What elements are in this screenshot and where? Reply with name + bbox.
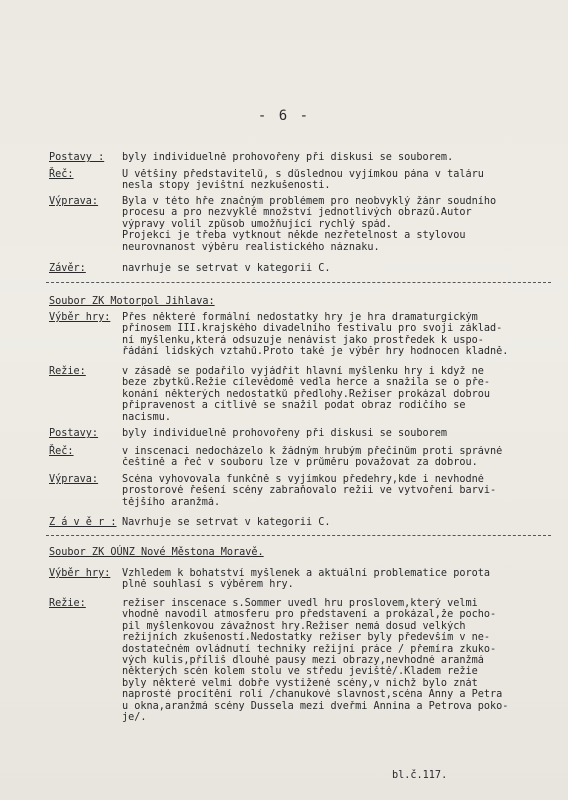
text-line: beze zbytků.Režie cílevědomě vedla herce a snažila se o pře- [122,377,491,389]
text-line: v inscenaci nedocházelo k žádným hrubým přečinům proti správné [122,446,503,457]
text-line: v zásadě se podařilo vyjádřit hlavní myšlenku hry i když ne [122,366,484,377]
text-line: tějšího aranžmá. [122,496,221,508]
entry-label: Závěr: [49,263,86,274]
entry-label: Z á v ě r : [49,517,117,528]
entry-label: Výprava: [49,196,99,207]
entry-text [122,366,562,423]
text-line: neurovnanost výběru realistického náznaku. [122,241,380,253]
entry-label: Režie: [49,366,86,377]
section-heading: Soubor ZK Motorpol Jihlava: [49,296,215,307]
text-line: plně souhlasí s výběrem hry. [122,579,294,591]
text-line: režijních zkušeností.Nedostatky režiser byly především v ne- [122,632,491,644]
section-divider [46,282,551,283]
text-line: připravenost a citlivě se snažil podat obraz rodičího se [122,400,466,412]
text-line: byly individuelně prohovořeny při diskusi se souborem. [122,152,454,163]
entry-text [122,446,562,469]
entry-text [122,312,562,358]
text-line: režiser inscenace s.Sommer uvedl hru proslovem,který velmi [122,598,478,609]
text-line: navrhuje se setrvat v kategorii C. [122,263,331,274]
text-line: nesla stopy jevištní nezkušenosti. [122,180,331,192]
text-line: výpravy volil způsob umožňující rychlý spád. [122,218,392,230]
section-heading: Soubor ZK OÚNZ Nové Městona Moravě. [49,547,264,558]
text-line: procesu a pro nezvyklé množství jednotlivých obrazů.Autor [122,207,472,219]
entry-text [122,428,562,439]
entry-label: Postavy : [49,152,105,163]
text-line: prostorové řešení scény zabraňovalo režii ve vytvoření barvi- [122,485,497,497]
text-line: pil myšlenkovou závažnost hry.Režiser nemá dosud velkých [122,620,466,632]
text-line: Byla v této hře značným problémem pro neobvyklý žánr soudního [122,196,497,207]
entry-label: Řeč: [49,169,74,180]
text-line: Projekci je třeba vytknout někde nezřetelnost a stylovou [122,230,466,242]
text-line: dostatečném ovládnutí techniky režijní práce / přemíra zkuko- [122,643,497,655]
text-line: vhodně navodil atmosferu pro představení a prokázal,že pocho- [122,609,497,621]
entry-label: Režie: [49,598,86,609]
entry-text [122,598,562,723]
text-line: Vzhledem k bohatství myšlenek a aktuální problematice porota [122,568,491,579]
entry-label: Výběr hry: [49,312,111,323]
entry-text [122,263,562,274]
text-line: vých kulis,příliš dlouhé pausy mezi obrazy,nevhodné aranžmá [122,655,484,667]
entry-label: Výběr hry: [49,568,111,579]
text-line: Navrhuje se setrvat v kategorii C. [122,517,331,528]
entry-text [122,517,562,528]
text-line: byly některé velmi dobře vystižené scény,v nichž bylo znát [122,677,478,689]
text-line: U většiny představitelů, s důslednou vyjímkou pána v taláru [122,169,484,180]
entry-text [122,169,562,192]
text-line: ní myšlenku,která odsuzuje nenávist jako prostředek k uspo- [122,334,484,346]
document-reference: bl.č.117. [392,770,448,781]
entry-text [122,474,562,508]
section-divider [46,535,551,536]
entry-label: Řeč: [49,446,74,457]
text-line: je/. [122,712,147,724]
entry-text [122,196,562,253]
entry-label: Postavy: [49,428,99,439]
text-line: naprosté procítění rolí /chanukové slavnost,scéna Anny a Petra [122,689,503,701]
text-line: u okna,aranžmá scény Dussela mezi dveřmi Annina a Petrova poko- [122,700,509,712]
text-line: konání některých nedostatků předlohy.Režiser prokázal dobrou [122,388,491,400]
text-line: Přes některé formální nedostatky hry je hra dramaturgickým [122,312,478,323]
text-line: byly individuelně prohovořeny při diskusi se souborem [122,428,448,439]
entry-text [122,152,562,163]
entry-text [122,568,562,591]
page-number: - 6 - [257,108,311,124]
text-line: nacismu. [122,411,172,423]
text-line: přínosem III.krajského divadelního festivalu pro svoji základ- [122,323,503,335]
text-line: Scéna vyhovovala funkčně s vyjímkou předehry,kde i nevhodné [122,474,484,485]
text-line: řádání lidských vztahů.Proto také je výběr hry hodnocen kladně. [122,346,509,358]
entry-label: Výprava: [49,474,99,485]
text-line: některých scén kolem stolu ve středu jeviště/.Kladem režie [122,666,478,678]
text-line: češtině a řeč v souboru lze v průměru považovat za dobrou. [122,457,478,469]
